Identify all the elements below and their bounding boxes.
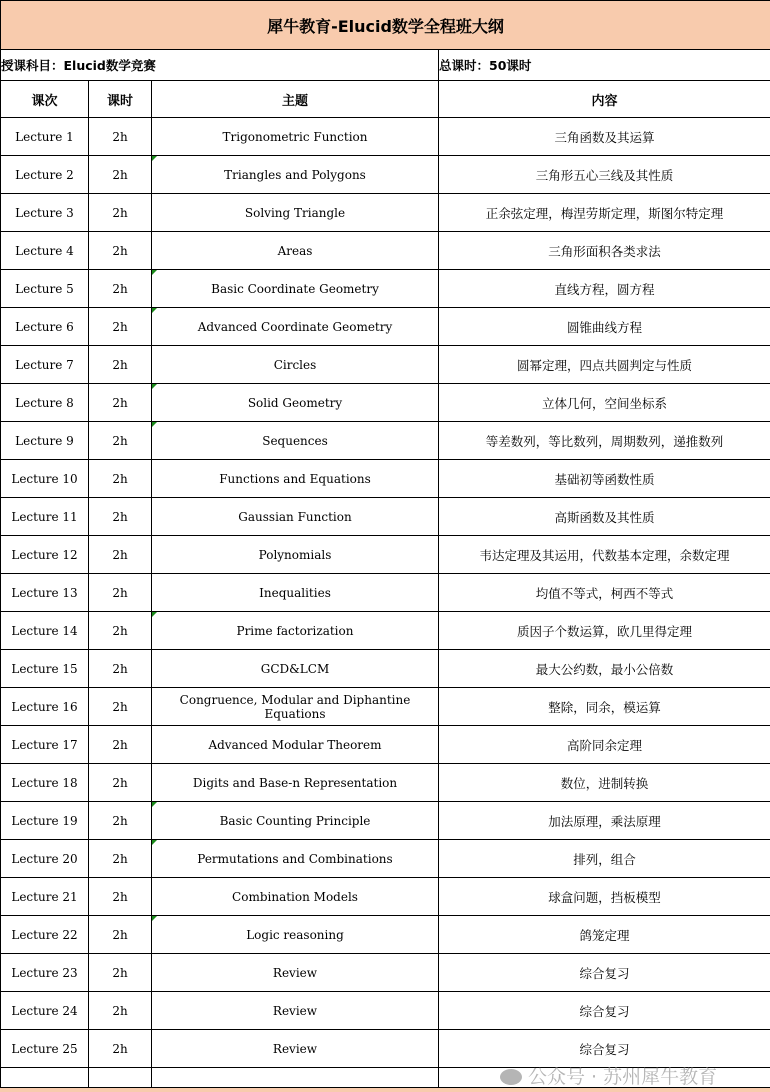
content-cell: 三角形五心三线及其性质 (439, 156, 770, 194)
hours-cell: 2h (89, 764, 152, 802)
hours-cell: 2h (89, 840, 152, 878)
content-cell: 质因子个数运算，欧几里得定理 (439, 612, 770, 650)
table-row (1, 498, 770, 536)
hours-cell: 2h (89, 612, 152, 650)
hours-cell: 2h (89, 916, 152, 954)
topic-cell: Prime factorization (152, 612, 439, 650)
content-cell: 高斯函数及其性质 (439, 498, 770, 536)
topic-cell: Review (152, 992, 439, 1030)
topic-cell: Digits and Base-n Representation (152, 764, 439, 802)
topic-cell: Polynomials (152, 536, 439, 574)
topic-cell: Sequences (152, 422, 439, 460)
table-row (1, 726, 770, 764)
hours-cell: 2h (89, 384, 152, 422)
hours-cell: 2h (89, 118, 152, 156)
lesson-cell: Lecture 10 (1, 460, 89, 498)
lesson-cell: Lecture 8 (1, 384, 89, 422)
topic-cell: Areas (152, 232, 439, 270)
header-hours: 课时 (89, 81, 152, 118)
table-row (1, 194, 770, 232)
topic-cell: Basic Counting Principle (152, 802, 439, 840)
table-row (1, 422, 770, 460)
lesson-cell: Lecture 13 (1, 574, 89, 612)
table-row (1, 916, 770, 954)
hours-cell: 2h (89, 954, 152, 992)
topic-cell: Inequalities (152, 574, 439, 612)
table-row (1, 764, 770, 802)
topic-cell: Basic Coordinate Geometry (152, 270, 439, 308)
header-lesson: 课次 (1, 81, 89, 118)
hours-cell: 2h (89, 422, 152, 460)
lesson-cell: Lecture 6 (1, 308, 89, 346)
content-cell: 直线方程，圆方程 (439, 270, 770, 308)
topic-cell: Permutations and Combinations (152, 840, 439, 878)
content-cell: 基础初等函数性质 (439, 460, 770, 498)
content-cell: 韦达定理及其运用，代数基本定理，余数定理 (439, 536, 770, 574)
hours-cell: 2h (89, 536, 152, 574)
comment-marker-icon (152, 156, 157, 161)
comment-marker-icon (152, 270, 157, 275)
topic-cell: Combination Models (152, 878, 439, 916)
table-row (1, 232, 770, 270)
header-topic: 主题 (152, 81, 439, 118)
lesson-cell: Lecture 2 (1, 156, 89, 194)
lesson-cell: Lecture 7 (1, 346, 89, 384)
topic-cell: Triangles and Polygons (152, 156, 439, 194)
hours-cell: 2h (89, 194, 152, 232)
table-row (1, 992, 770, 1030)
content-cell: 三角形面积各类求法 (439, 232, 770, 270)
table-row (1, 574, 770, 612)
bottom-strip (0, 1088, 770, 1092)
table-row (1, 954, 770, 992)
lesson-cell: Lecture 20 (1, 840, 89, 878)
content-cell: 圆锥曲线方程 (439, 308, 770, 346)
topic-cell: Solving Triangle (152, 194, 439, 232)
content-cell: 整除，同余，模运算 (439, 688, 770, 726)
topic-cell: Logic reasoning (152, 916, 439, 954)
lesson-cell: Lecture 1 (1, 118, 89, 156)
content-cell: 立体几何，空间坐标系 (439, 384, 770, 422)
topic-cell: Advanced Coordinate Geometry (152, 308, 439, 346)
lesson-cell: Lecture 22 (1, 916, 89, 954)
wechat-icon (500, 1069, 522, 1085)
lesson-cell: Lecture 24 (1, 992, 89, 1030)
table-row (1, 346, 770, 384)
table-row (1, 384, 770, 422)
table-row (1, 460, 770, 498)
content-cell: 综合复习 (439, 954, 770, 992)
hours-cell: 2h (89, 802, 152, 840)
hours-cell: 2h (89, 498, 152, 536)
topic-cell: Circles (152, 346, 439, 384)
table-row (1, 878, 770, 916)
table-header (1, 81, 770, 118)
hours-cell: 2h (89, 574, 152, 612)
lesson-cell: Lecture 5 (1, 270, 89, 308)
content-cell: 综合复习 (439, 1030, 770, 1068)
header-content: 内容 (439, 81, 770, 118)
content-cell: 鸽笼定理 (439, 916, 770, 954)
table-row (1, 688, 770, 726)
content-cell: 圆幂定理，四点共圆判定与性质 (439, 346, 770, 384)
hours-cell: 2h (89, 270, 152, 308)
lesson-cell: Lecture 12 (1, 536, 89, 574)
table-row (1, 840, 770, 878)
hours-cell: 2h (89, 460, 152, 498)
table-row (1, 270, 770, 308)
topic-cell: Review (152, 1030, 439, 1068)
table-row (1, 118, 770, 156)
topic-cell: Review (152, 954, 439, 992)
content-cell: 三角函数及其运算 (439, 118, 770, 156)
lesson-cell: Lecture 15 (1, 650, 89, 688)
comment-marker-icon (152, 612, 157, 617)
subject-label: 授课科目：Elucid数学竞赛 (1, 50, 439, 81)
topic-cell: Congruence, Modular and Diphantine Equations (152, 688, 439, 726)
hours-cell: 2h (89, 650, 152, 688)
lesson-cell: Lecture 17 (1, 726, 89, 764)
comment-marker-icon (152, 802, 157, 807)
comment-marker-icon (152, 384, 157, 389)
comment-marker-icon (152, 308, 157, 313)
table-row (1, 802, 770, 840)
hours-cell: 2h (89, 878, 152, 916)
watermark (500, 1067, 717, 1087)
topic-cell: Solid Geometry (152, 384, 439, 422)
page-title: 犀牛教育-Elucid数学全程班大纲 (1, 1, 770, 50)
topic-cell: GCD&LCM (152, 650, 439, 688)
lesson-cell: Lecture 21 (1, 878, 89, 916)
content-cell: 等差数列，等比数列，周期数列，递推数列 (439, 422, 770, 460)
content-cell: 最大公约数，最小公倍数 (439, 650, 770, 688)
topic-cell: Functions and Equations (152, 460, 439, 498)
hours-cell: 2h (89, 992, 152, 1030)
content-cell: 高阶同余定理 (439, 726, 770, 764)
content-cell: 均值不等式，柯西不等式 (439, 574, 770, 612)
table-row (1, 650, 770, 688)
hours-cell: 2h (89, 346, 152, 384)
lesson-cell: Lecture 19 (1, 802, 89, 840)
lesson-cell: Lecture 16 (1, 688, 89, 726)
lesson-cell: Lecture 25 (1, 1030, 89, 1068)
lesson-cell: Lecture 4 (1, 232, 89, 270)
table-row (1, 1030, 770, 1068)
table-row (1, 536, 770, 574)
lesson-cell: Lecture 11 (1, 498, 89, 536)
lesson-cell: Lecture 18 (1, 764, 89, 802)
hours-cell: 2h (89, 232, 152, 270)
comment-marker-icon (152, 840, 157, 845)
topic-cell: Trigonometric Function (152, 118, 439, 156)
hours-cell: 2h (89, 156, 152, 194)
comment-marker-icon (152, 422, 157, 427)
content-cell: 加法原理，乘法原理 (439, 802, 770, 840)
lesson-cell: Lecture 3 (1, 194, 89, 232)
content-cell: 数位，进制转换 (439, 764, 770, 802)
lesson-cell: Lecture 14 (1, 612, 89, 650)
total-hours-label: 总课时：50课时 (439, 50, 770, 81)
content-cell: 排列，组合 (439, 840, 770, 878)
topic-cell: Advanced Modular Theorem (152, 726, 439, 764)
hours-cell: 2h (89, 726, 152, 764)
hours-cell: 2h (89, 688, 152, 726)
content-cell: 综合复习 (439, 992, 770, 1030)
content-cell: 正余弦定理，梅涅劳斯定理，斯图尔特定理 (439, 194, 770, 232)
hours-cell: 2h (89, 308, 152, 346)
lesson-cell: Lecture 9 (1, 422, 89, 460)
content-cell: 球盒问题，挡板模型 (439, 878, 770, 916)
lesson-cell: Lecture 23 (1, 954, 89, 992)
watermark-text: 公众号 · 苏州犀牛教育 (528, 1067, 717, 1087)
table-row (1, 156, 770, 194)
hours-cell: 2h (89, 1030, 152, 1068)
comment-marker-icon (152, 916, 157, 921)
table-row (1, 308, 770, 346)
topic-cell: Gaussian Function (152, 498, 439, 536)
table-row (1, 612, 770, 650)
